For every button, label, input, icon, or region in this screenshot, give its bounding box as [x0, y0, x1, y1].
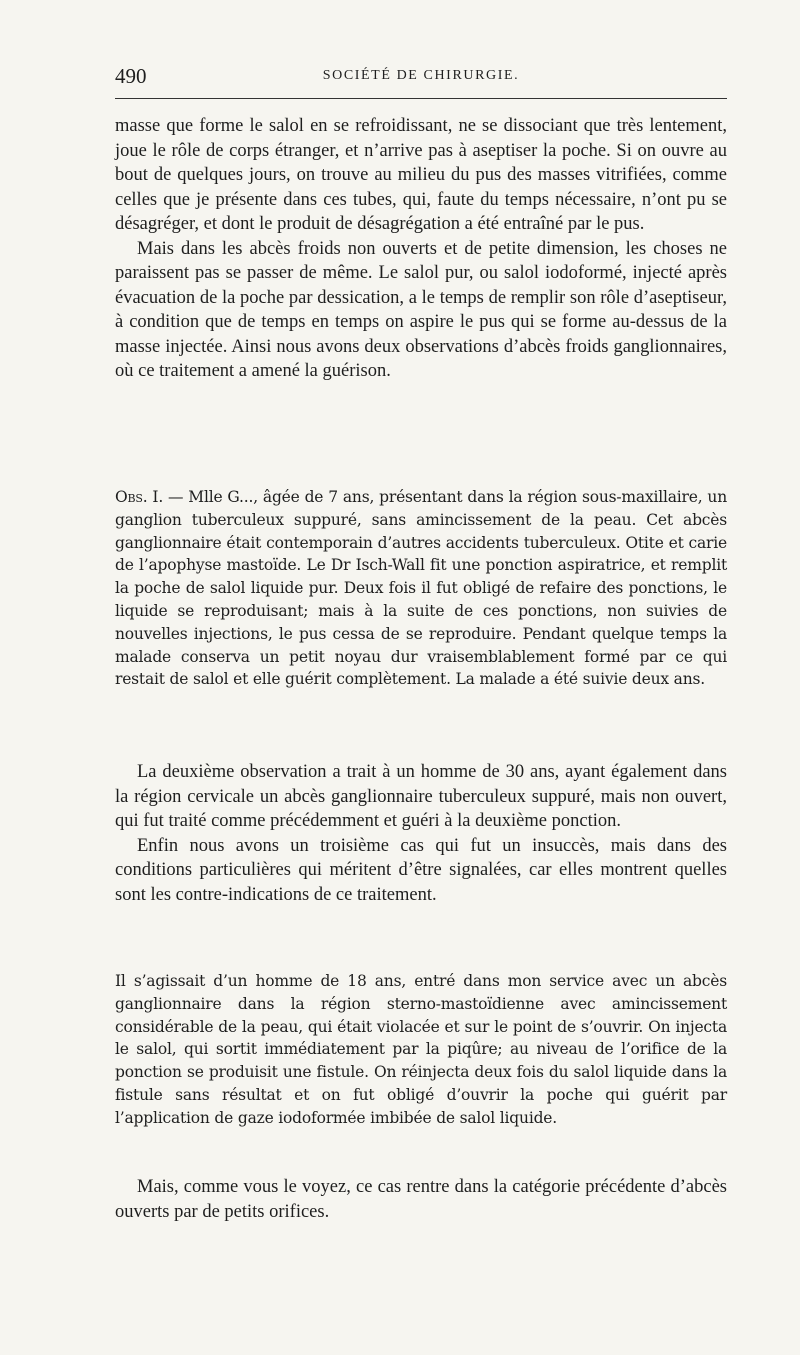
page-number: 490	[115, 64, 147, 88]
paragraph-continued: masse que forme le salol en se refroidissant, ne se dissociant que très lentement, joue le rôle de corps étranger, et n’arrive pas à aseptiser la poche. Si on ouvre au bout de quelques jours, on trouve au milieu du pus des masses vitrifiées, comme celles que je présente dans ces tubes, qui, faute du temps nécessaire, n’ont pu se désagréger, et dont le produit de désagrégation a été entraîné par le pus.	[115, 116, 727, 234]
case-note-block	[115, 970, 727, 1130]
case-note: Il s’agissait d’un homme de 18 ans, entré dans mon service avec un abcès ganglionnaire dans la région sterno-mastoïdienne avec amincissement considérable de la peau, qui était violacée et sur le point de s’ouvrir. On injecta le salol, qui sortit immédiatement par la piqûre; au niveau de l’orifice de la ponction se produisit une fistule. On réinjecta deux fois du salol liquide dans la fistule sans résultat et on fut obligé d’ouvrir la poche qui guérit par l’application de gaze iodoformée imbibée de salol liquide.	[115, 972, 727, 1127]
header-rule	[115, 98, 727, 99]
observation-block	[115, 486, 727, 691]
running-head: SOCIÉTÉ DE CHIRURGIE.	[322, 68, 520, 83]
page-header	[115, 62, 727, 92]
paragraph-abces-froids: Mais dans les abcès froids non ouverts et de petite dimension, les choses ne paraissent pas se passer de même. Le salol pur, ou salol iodoformé, injecté après évacuation de la poche par dessication, a le temps de remplir son rôle d’aseptiseur, à condition que de temps en temps on aspire le pus qui se forme au-dessus de la masse injectée. Ainsi nous avons deux observations d’abcès froids ganglionnaires, où ce traitement a amené la guérison.	[115, 238, 727, 381]
observation-1	[115, 486, 727, 691]
paragraph-deuxieme-observation: La deuxième observation a trait à un homme de 30 ans, ayant également dans la région cervicale un abcès ganglionnaire tuberculeux suppuré, mais non ouvert, qui fut traité comme précédemment et guéri à la deuxième ponction.	[115, 762, 727, 831]
observation-label: Obs. I. —	[115, 488, 184, 506]
paragraph-troisieme-cas: Enfin nous avons un troisième cas qui fut un insuccès, mais dans des conditions particulières qui méritent d’être signalées, car elles montrent quelles sont les contre-indications de ce traitement.	[115, 835, 727, 905]
text-block-2	[115, 760, 727, 907]
closing-block	[115, 1175, 727, 1224]
observation-text: Mlle G..., âgée de 7 ans, présentant dans la région sous-maxillaire, un ganglion tuberculeux suppuré, sans amincissement de la peau. Cet abcès ganglionnaire était contemporain d’autres accidents tuberculeux. Otite et carie de l’apophyse mastoïde. Le Dr Isch-Wall fit une ponction aspiratrice, et remplit la poche de salol liquide pur. Deux fois il fut obligé de refaire des ponctions, le liquide se reproduisant; mais à la suite de ces ponctions, non suivies de nouvelles injections, le pus cessa de se reproduire. Pendant quelque temps la malade conserva un petit noyau dur vraisemblablement formé par ce qui restait de salol et elle guérit complètement. La malade a été suivie deux ans.	[115, 488, 727, 689]
closing-paragraph: Mais, comme vous le voyez, ce cas rentre dans la catégorie précédente d’abcès ouverts par de petits orifices.	[115, 1177, 727, 1222]
text-block-1	[115, 114, 727, 384]
